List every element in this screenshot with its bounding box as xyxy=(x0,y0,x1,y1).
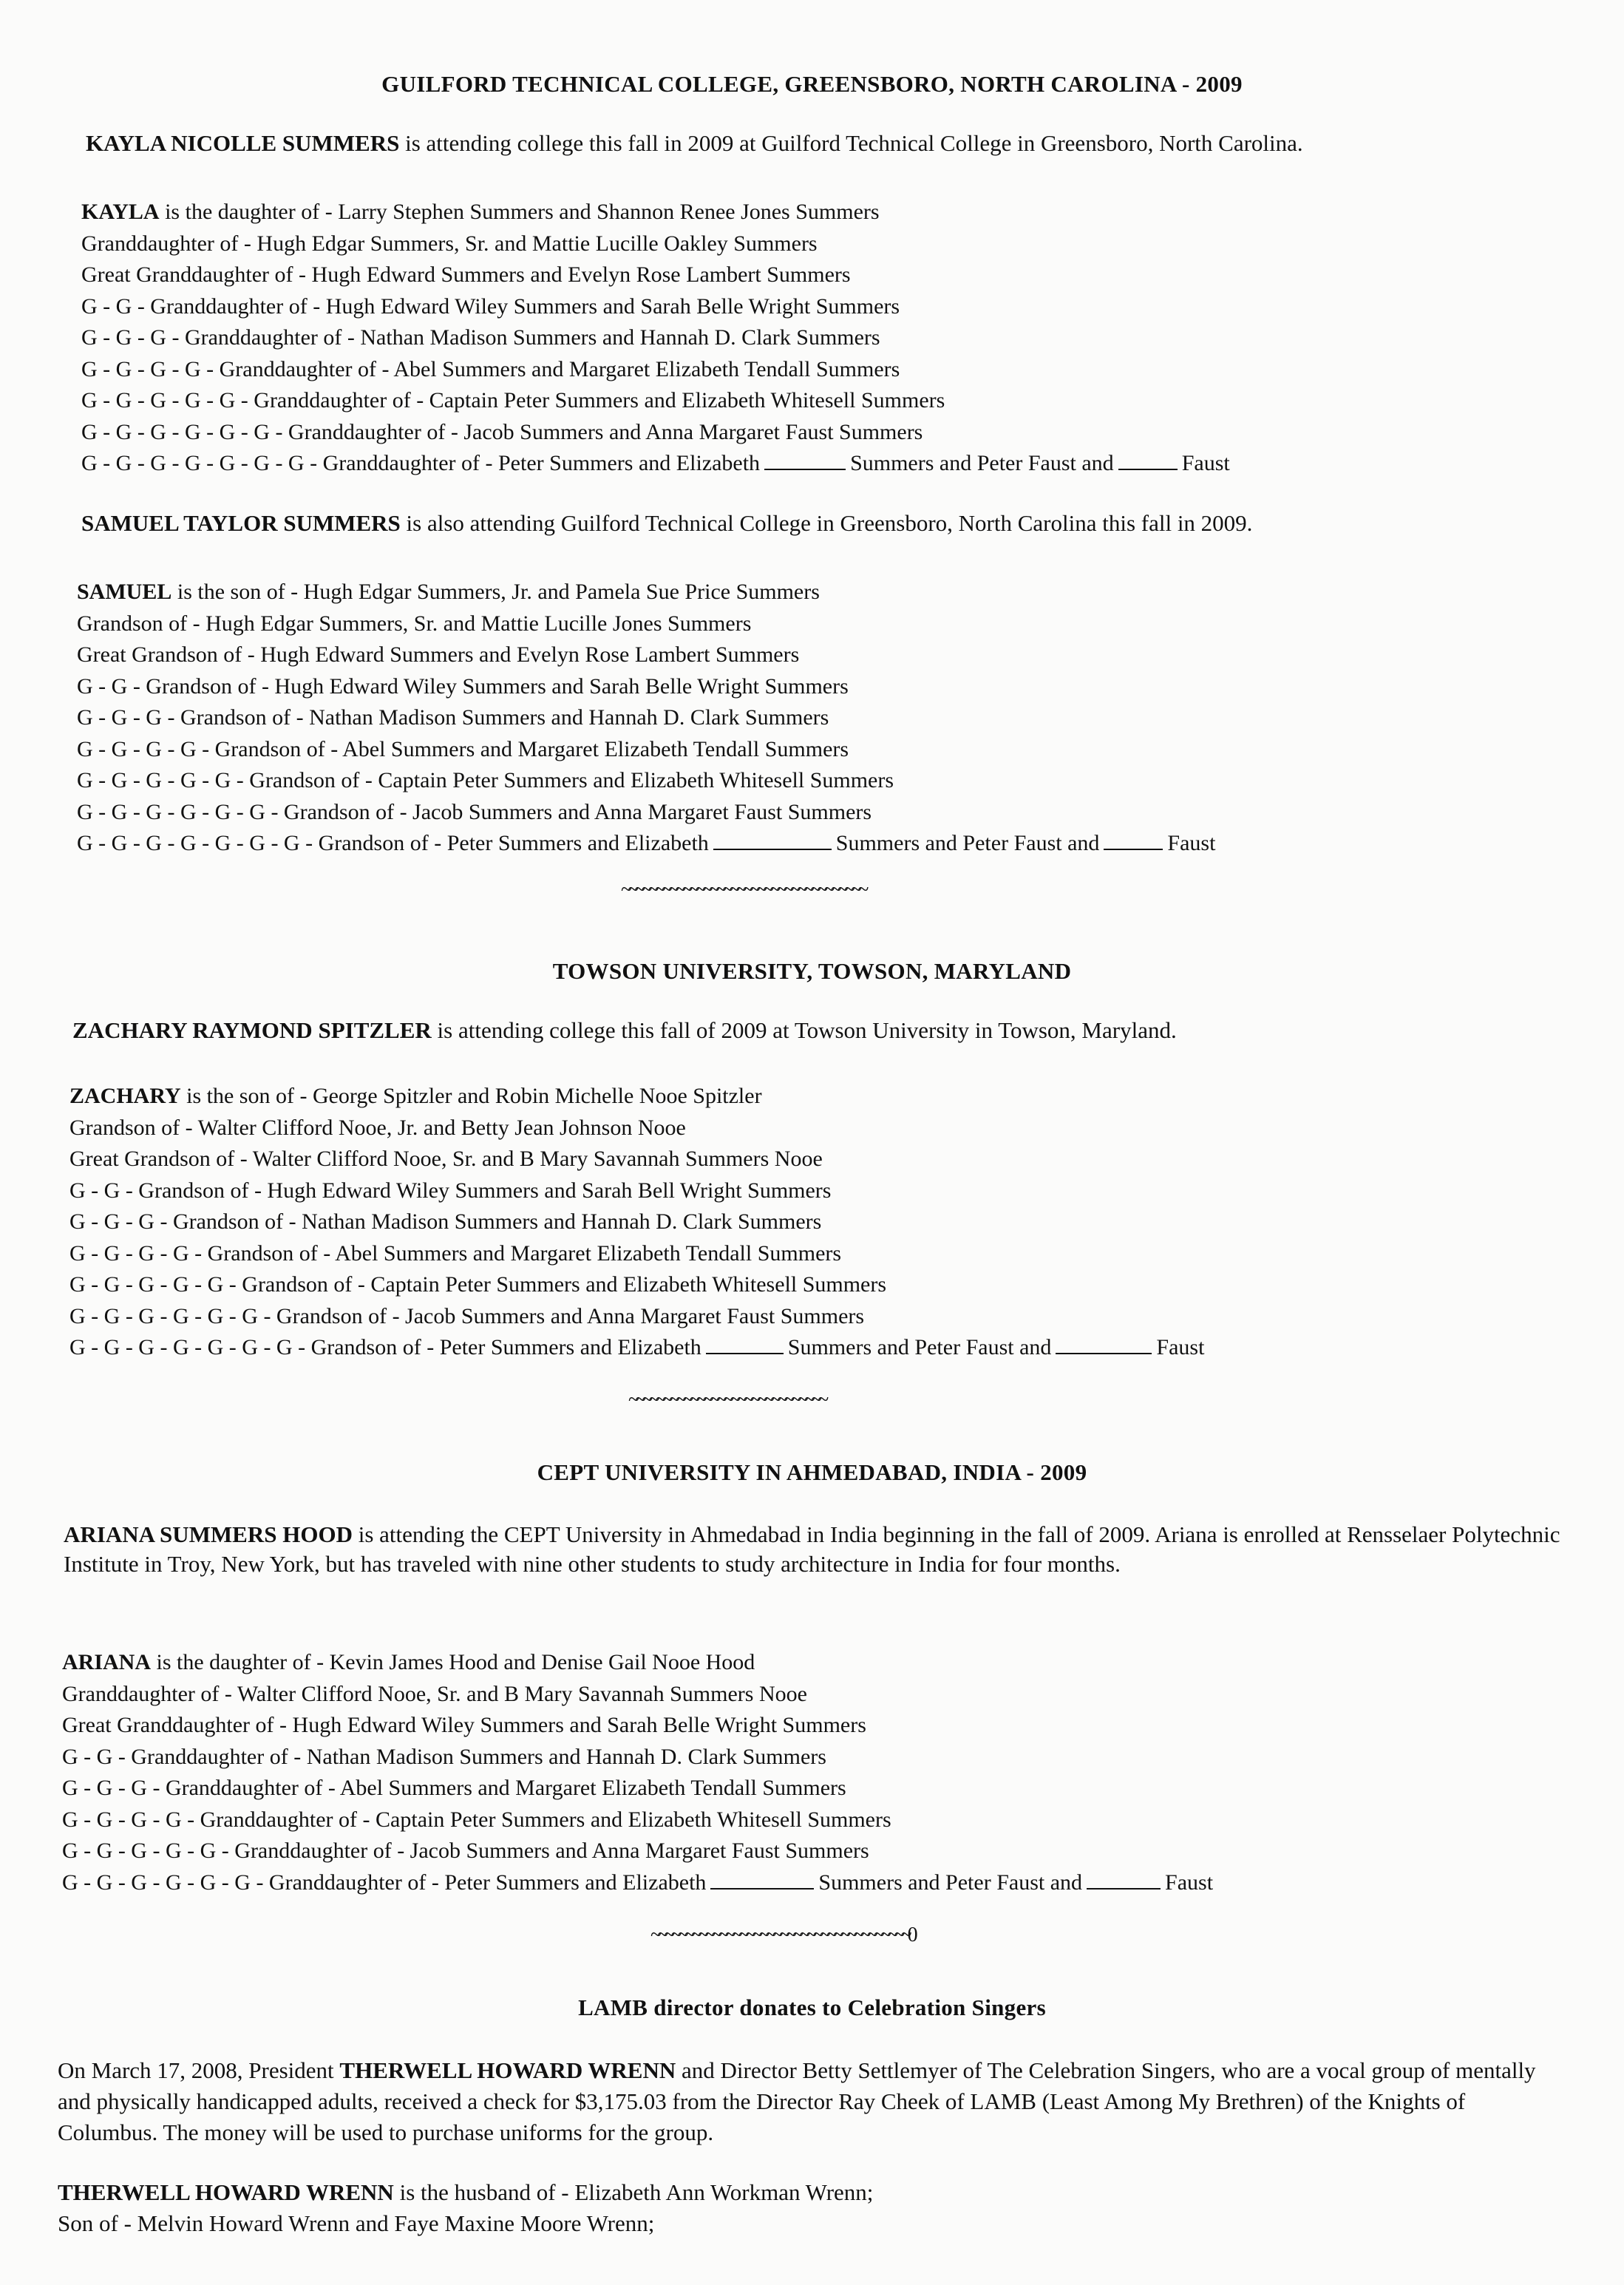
intro-zachary: ZACHARY RAYMOND SPITZLER is attending college this fall of 2009 at Towson University in Towson, Maryland. xyxy=(72,1017,1177,1043)
lineage-line: G - G - Grandson of - Hugh Edward Wiley Summers and Sarah Belle Wright Summers xyxy=(77,673,849,699)
divider: ~~~~~~~~~~~~~~~~~~~~~~~~~~~~~~~~~~~~~~0 xyxy=(650,1924,914,1946)
lineage-line: G - G - G - G - Granddaughter of - Captain Peter Summers and Elizabeth Whitesell Summers xyxy=(62,1807,891,1832)
lineage-line-last: G - G - G - G - G - G - G - Grandson of - Peter Summers and Elizabeth Summers and Peter Faust and Faust xyxy=(69,1335,1205,1359)
intro-samuel: SAMUEL TAYLOR SUMMERS is also attending Guilford Technical College in Greensboro, North Carolina this fall in 2009. xyxy=(81,510,1253,536)
lamb-husband-line: THERWELL HOWARD WRENN is the husband of - Elizabeth Ann Workman Wrenn; xyxy=(58,2179,874,2205)
student-name: KAYLA NICOLLE SUMMERS xyxy=(86,130,400,156)
lineage-line: G - G - G - G - G - G - Grandson of - Jacob Summers and Anna Margaret Faust Summers xyxy=(77,799,872,824)
lineage-line: Great Granddaughter of - Hugh Edward Summers and Evelyn Rose Lambert Summers xyxy=(81,262,851,287)
lineage-line: G - G - Granddaughter of - Nathan Madison Summers and Hannah D. Clark Summers xyxy=(62,1744,826,1769)
lineage-line: G - G - Granddaughter of - Hugh Edward Wiley Summers and Sarah Belle Wright Summers xyxy=(81,293,900,319)
lineage-line: G - G - G - Grandson of - Nathan Madison Summers and Hannah D. Clark Summers xyxy=(77,705,829,730)
intro-ariana: ARIANA SUMMERS HOOD is attending the CEPT University in Ahmedabad in India beginning in the fall of 2009. Ariana is enrolled at Rensselaer Polytechnic Institute in Troy, New York, but has traveled with nine other students to study architecture in India for four months. xyxy=(64,1521,1560,1577)
lineage-line: ARIANA is the daughter of - Kevin James Hood and Denise Gail Nooe Hood xyxy=(62,1650,755,1674)
lineage-line: Great Grandson of - Hugh Edward Summers and Evelyn Rose Lambert Summers xyxy=(77,642,800,667)
lineage-line: G - G - G - G - G - Grandson of - Captain Peter Summers and Elizabeth Whitesell Summers xyxy=(77,768,894,792)
lineage-line: Great Granddaughter of - Hugh Edward Wiley Summers and Sarah Belle Wright Summers xyxy=(62,1713,866,1737)
lineage-line: G - G - G - G - G - Granddaughter of - Jacob Summers and Anna Margaret Faust Summers xyxy=(62,1838,869,1863)
lineage-line-last: G - G - G - G - G - G - G - Grandson of - Peter Summers and Elizabeth Summers and Peter Faust and Faust xyxy=(77,831,1216,855)
section-title-lamb: LAMB director donates to Celebration Singers xyxy=(578,1994,1046,2020)
lineage-ariana xyxy=(62,1647,1213,1898)
lineage-line: Grandson of - Walter Clifford Nooe, Jr. and Betty Jean Johnson Nooe xyxy=(69,1115,686,1140)
lineage-line: Granddaughter of - Walter Clifford Nooe, Sr. and B Mary Savannah Summers Nooe xyxy=(62,1681,807,1706)
lineage-line: G - G - G - G - Grandson of - Abel Summers and Margaret Elizabeth Tendall Summers xyxy=(69,1240,842,1266)
lineage-line: ZACHARY is the son of - George Spitzler and Robin Michelle Nooe Spitzler xyxy=(69,1084,762,1108)
lineage-line: KAYLA is the daughter of - Larry Stephen Summers and Shannon Renee Jones Summers xyxy=(81,200,880,224)
lineage-line-last: G - G - G - G - G - G - Granddaughter of - Peter Summers and Elizabeth Summers and Peter Faust and Faust xyxy=(62,1870,1214,1895)
lineage-line: G - G - G - G - G - Grandson of - Captain Peter Summers and Elizabeth Whitesell Summers xyxy=(69,1272,887,1297)
lineage-line-last: G - G - G - G - G - G - G - Granddaughter of - Peter Summers and Elizabeth Summers and Peter Faust and Faust xyxy=(81,451,1230,475)
lineage-line: Granddaughter of - Hugh Edgar Summers, Sr. and Mattie Lucille Oakley Summers xyxy=(81,231,818,256)
lineage-line: G - G - G - Grandson of - Nathan Madison Summers and Hannah D. Clark Summers xyxy=(69,1209,822,1234)
lineage-line: G - G - G - Granddaughter of - Abel Summers and Margaret Elizabeth Tendall Summers xyxy=(62,1776,846,1800)
lineage-line: G - G - G - G - Grandson of - Abel Summers and Margaret Elizabeth Tendall Summers xyxy=(77,736,849,761)
section-title-guilford: GUILFORD TECHNICAL COLLEGE, GREENSBORO, NORTH CAROLINA - 2009 xyxy=(381,71,1243,97)
student-name: ARIANA SUMMERS HOOD xyxy=(64,1521,353,1547)
lineage-line: SAMUEL is the son of - Hugh Edgar Summers, Jr. and Pamela Sue Price Summers xyxy=(77,580,820,604)
lineage-samuel xyxy=(77,577,1215,860)
lineage-line: G - G - G - G - G - Granddaughter of - Captain Peter Summers and Elizabeth Whitesell Summers xyxy=(81,388,945,412)
section-title-cept: CEPT UNIVERSITY IN AHMEDABAD, INDIA - 2009 xyxy=(537,1459,1087,1485)
section-title-towson: TOWSON UNIVERSITY, TOWSON, MARYLAND xyxy=(552,958,1072,984)
lineage-line: G - G - G - Granddaughter of - Nathan Madison Summers and Hannah D. Clark Summers xyxy=(81,325,880,350)
lineage-line: Grandson of - Hugh Edgar Summers, Sr. and Mattie Lucille Jones Summers xyxy=(77,611,752,636)
lineage-line: G - G - G - G - G - G - Grandson of - Jacob Summers and Anna Margaret Faust Summers xyxy=(69,1303,865,1328)
divider: ~~~~~~~~~~~~~~~~~~~~~~~~~~~~~ xyxy=(628,1388,825,1411)
lineage-line: G - G - G - G - G - G - Granddaughter of - Jacob Summers and Anna Margaret Faust Summers xyxy=(81,419,923,444)
lineage-kayla xyxy=(81,197,1230,480)
lineage-line: G - G - Grandson of - Hugh Edward Wiley Summers and Sarah Bell Wright Summers xyxy=(69,1178,832,1203)
student-name: SAMUEL TAYLOR SUMMERS xyxy=(81,510,401,536)
student-name: ZACHARY RAYMOND SPITZLER xyxy=(72,1017,432,1043)
divider: ~~~~~~~~~~~~~~~~~~~~~~~~~~~~~~~~~~~~ xyxy=(621,878,865,901)
lineage-zachary xyxy=(69,1081,1204,1364)
lamb-son-line: Son of - Melvin Howard Wrenn and Faye Maxine Moore Wrenn; xyxy=(58,2210,655,2236)
intro-kayla: KAYLA NICOLLE SUMMERS is attending college this fall in 2009 at Guilford Technical College in Greensboro, North Carolina. xyxy=(86,130,1303,156)
lineage-line: G - G - G - G - Granddaughter of - Abel Summers and Margaret Elizabeth Tendall Summers xyxy=(81,356,900,381)
lamb-paragraph: On March 17, 2008, President THERWELL HOWARD WRENN and Director Betty Settlemyer of The Celebration Singers, who are a vocal group of mentally and physically handicapped adults, received a check for $3,175.03 from the Director Ray Cheek of LAMB (Least Among My Brethren) of the Knights of Columbus. The money will be used to purchase uniforms for the group. xyxy=(58,2057,1536,2145)
lineage-line: Great Grandson of - Walter Clifford Nooe, Sr. and B Mary Savannah Summers Nooe xyxy=(69,1147,823,1171)
